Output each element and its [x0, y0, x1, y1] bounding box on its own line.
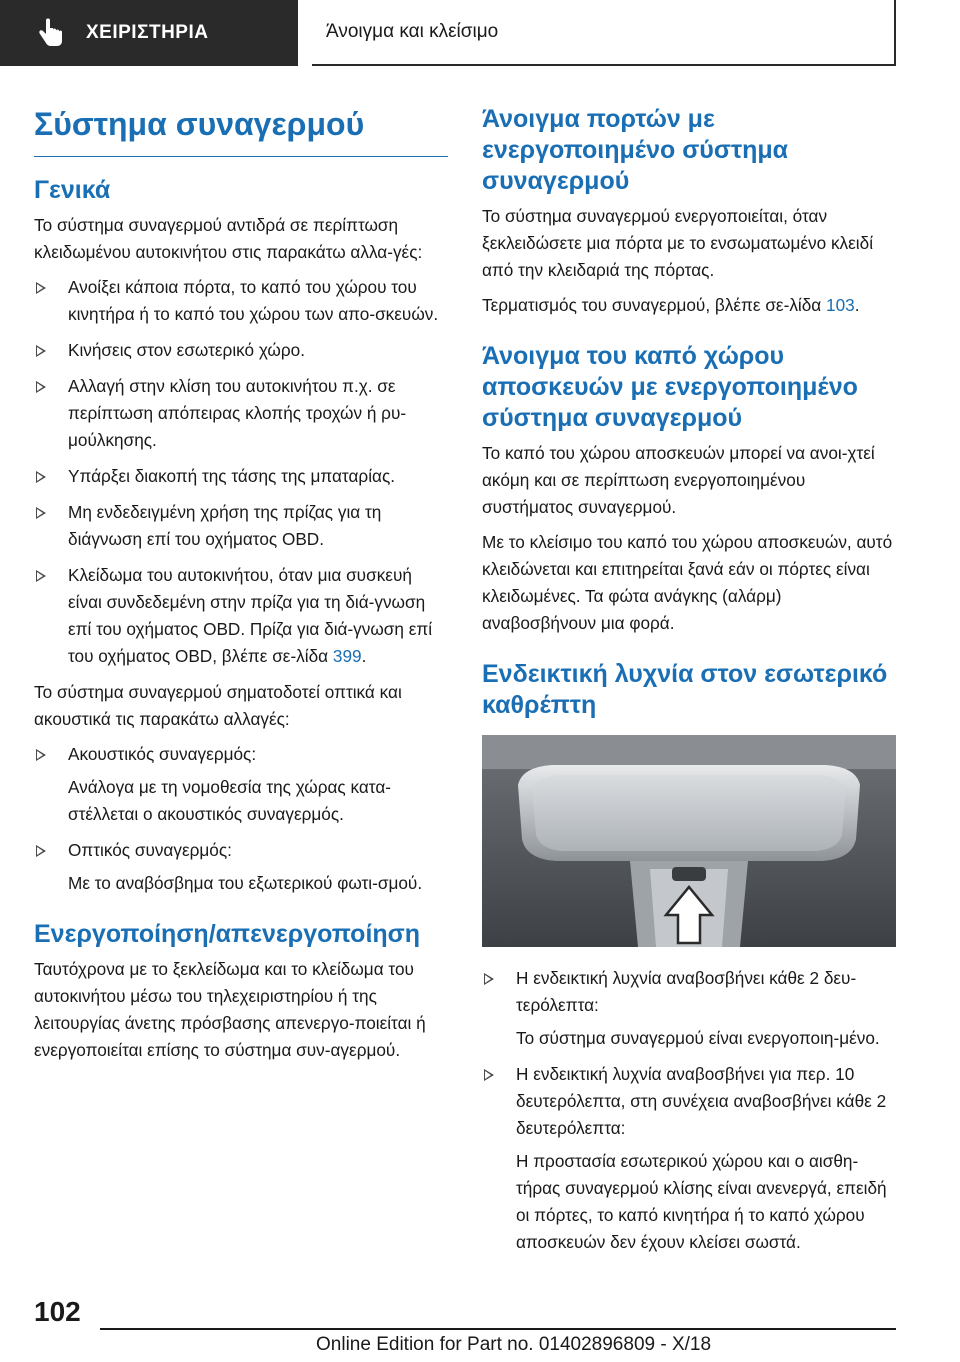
triangle-bullet-icon — [36, 282, 46, 294]
trigger-list — [34, 274, 448, 670]
list-item: Ακουστικός συναγερμός: Ανάλογα με τη νομοθεσία της χώρας κατα-στέλλεται ο ακουστικός συναγερμός. — [34, 741, 448, 828]
signal-intro: Το σύστημα συναγερμού σηματοδοτεί οπτικά και ακουστικά τις παρακάτω αλλαγές: — [34, 682, 402, 729]
list-item: Η ενδεικτική λυχνία αναβοσβήνει για περ. 10 δευτερόλεπτα, στη συνέχεια αναβοσβήνει κάθε 2 δευτερόλεπτα: Η προστασία εσωτερικού χώρου και ο αισθη-τήρας συναγερμού κλίσης είναι ανενεργά, επειδή οι πόρτες, το καπό κινητήρα ή το καπό χώρου αποσκευών δεν έχουν κλείσει σωστά. — [482, 1061, 896, 1256]
doors-reference: Τερματισμός του συναγερμού, βλέπε σε-λίδα 103. — [482, 295, 860, 315]
indicator-list — [482, 965, 896, 1256]
signal-list — [34, 741, 448, 897]
chapter-header — [312, 0, 896, 66]
section-heading-indicator: Ενδεικτική λυχνία στον εσωτερικό καθρέπτη — [482, 660, 888, 719]
triangle-bullet-icon — [484, 1069, 494, 1081]
header-section-tab — [0, 0, 298, 66]
doors-text: Το σύστημα συναγερμού ενεργοποιείται, όταν ξεκλειδώσετε μια πόρτα με το ενσωματωμένο κλειδί από την κλειδαριά της πόρτας. — [482, 206, 874, 280]
page-link-399[interactable]: 399 — [332, 646, 362, 666]
section-heading-activation: Ενεργοποίηση/απενεργοποίηση — [34, 920, 421, 948]
footer-edition: Online Edition for Part no. 01402896809 - X/18 — [316, 1334, 712, 1355]
triangle-bullet-icon — [36, 570, 46, 582]
triangle-bullet-icon — [36, 749, 46, 761]
general-intro: Το σύστημα συναγερμού αντιδρά σε περίπτωση κλειδωμένου αυτοκινήτου στις παρακάτω αλλα-γές: — [34, 215, 423, 262]
list-item: Ανοίξει κάποια πόρτα, το καπό του χώρου του κινητήρα ή το καπό του χώρου των απο-σκευών. — [34, 274, 448, 328]
section-heading-doors: Άνοιγμα πορτών με ενεργοποιημένο σύστημα συναγερμού — [482, 105, 789, 195]
list-item: Οπτικός συναγερμός: Με το αναβόσβημα του εξωτερικού φωτι-σμού. — [34, 837, 448, 897]
list-item: Κλείδωμα του αυτοκινήτου, όταν μια συσκευή είναι συνδεδεμένη στην πρίζα για τη διά-γνωση επί του οχήματος OBD. Πρίζα για διά-γνωση επί του οχήματος OBD, βλέπε σε-λίδα 399. — [34, 562, 448, 670]
list-item: Αλλαγή στην κλίση του αυτοκινήτου π.χ. σε περίπτωση απόπειρας κλοπής τροχών ή ρυ-μούλκησης. — [34, 373, 448, 454]
left-column — [34, 96, 448, 1072]
triangle-bullet-icon — [36, 845, 46, 857]
list-item: Μη ενδεδειγμένη χρήση της πρίζας για τη διάγνωση επί του οχήματος OBD. — [34, 499, 448, 553]
triangle-bullet-icon — [36, 345, 46, 357]
triangle-bullet-icon — [36, 507, 46, 519]
section-heading-general: Γενικά — [34, 176, 111, 204]
manual-section-label: ΧΕΙΡΙΣΤΗΡΙΑ — [86, 22, 209, 43]
footer-divider — [100, 1328, 896, 1330]
chapter-title: Άνοιγμα και κλείσιμο — [326, 21, 499, 42]
triangle-bullet-icon — [36, 381, 46, 393]
right-column — [482, 96, 896, 1265]
list-item: Η ενδεικτική λυχνία αναβοσβήνει κάθε 2 δευ-τερόλεπτα: Το σύστημα συναγερμού είναι ενεργοποιη-μένο. — [482, 965, 896, 1052]
hand-pointer-icon — [34, 16, 68, 50]
section-heading-trunk: Άνοιγμα του καπό χώρου αποσκευών με ενεργοποιημένο σύστημα συναγερμού — [482, 342, 858, 432]
activation-text: Ταυτόχρονα με το ξεκλείδωμα και το κλείδωμα του αυτοκινήτου μέσω του τηλεχειριστηρίου ή της λειτουργίας άνετης πρόσβασης απενεργο-ποιείται ή ενεργοποιείται επίσης το σύστημα συν-αγερμού. — [34, 959, 426, 1060]
trunk-text-1: Το καπό του χώρου αποσκευών μπορεί να ανοι-χτεί ακόμη και σε περίπτωση ενεργοποιημένου συστήματος συναγερμού. — [482, 443, 875, 517]
page-link-103[interactable]: 103 — [826, 295, 855, 315]
triangle-bullet-icon — [36, 471, 46, 483]
trunk-text-2: Με το κλείσιμο του καπό του χώρου αποσκευών, αυτό κλειδώνεται και επιτηρείται ξανά εάν οι πόρτες είναι κλειδωμένες. Τα φώτα ανάγκης (αλάρμ) αναβοσβήνουν μια φορά. — [482, 532, 893, 633]
list-item: Υπάρξει διακοπή της τάσης της μπαταρίας. — [34, 463, 448, 490]
triangle-bullet-icon — [484, 973, 494, 985]
page-number: 102 — [34, 1296, 81, 1327]
page-title: Σύστημα συναγερμού — [34, 96, 448, 157]
rearview-mirror-image — [482, 735, 896, 947]
list-item: Κινήσεις στον εσωτερικό χώρο. — [34, 337, 448, 364]
